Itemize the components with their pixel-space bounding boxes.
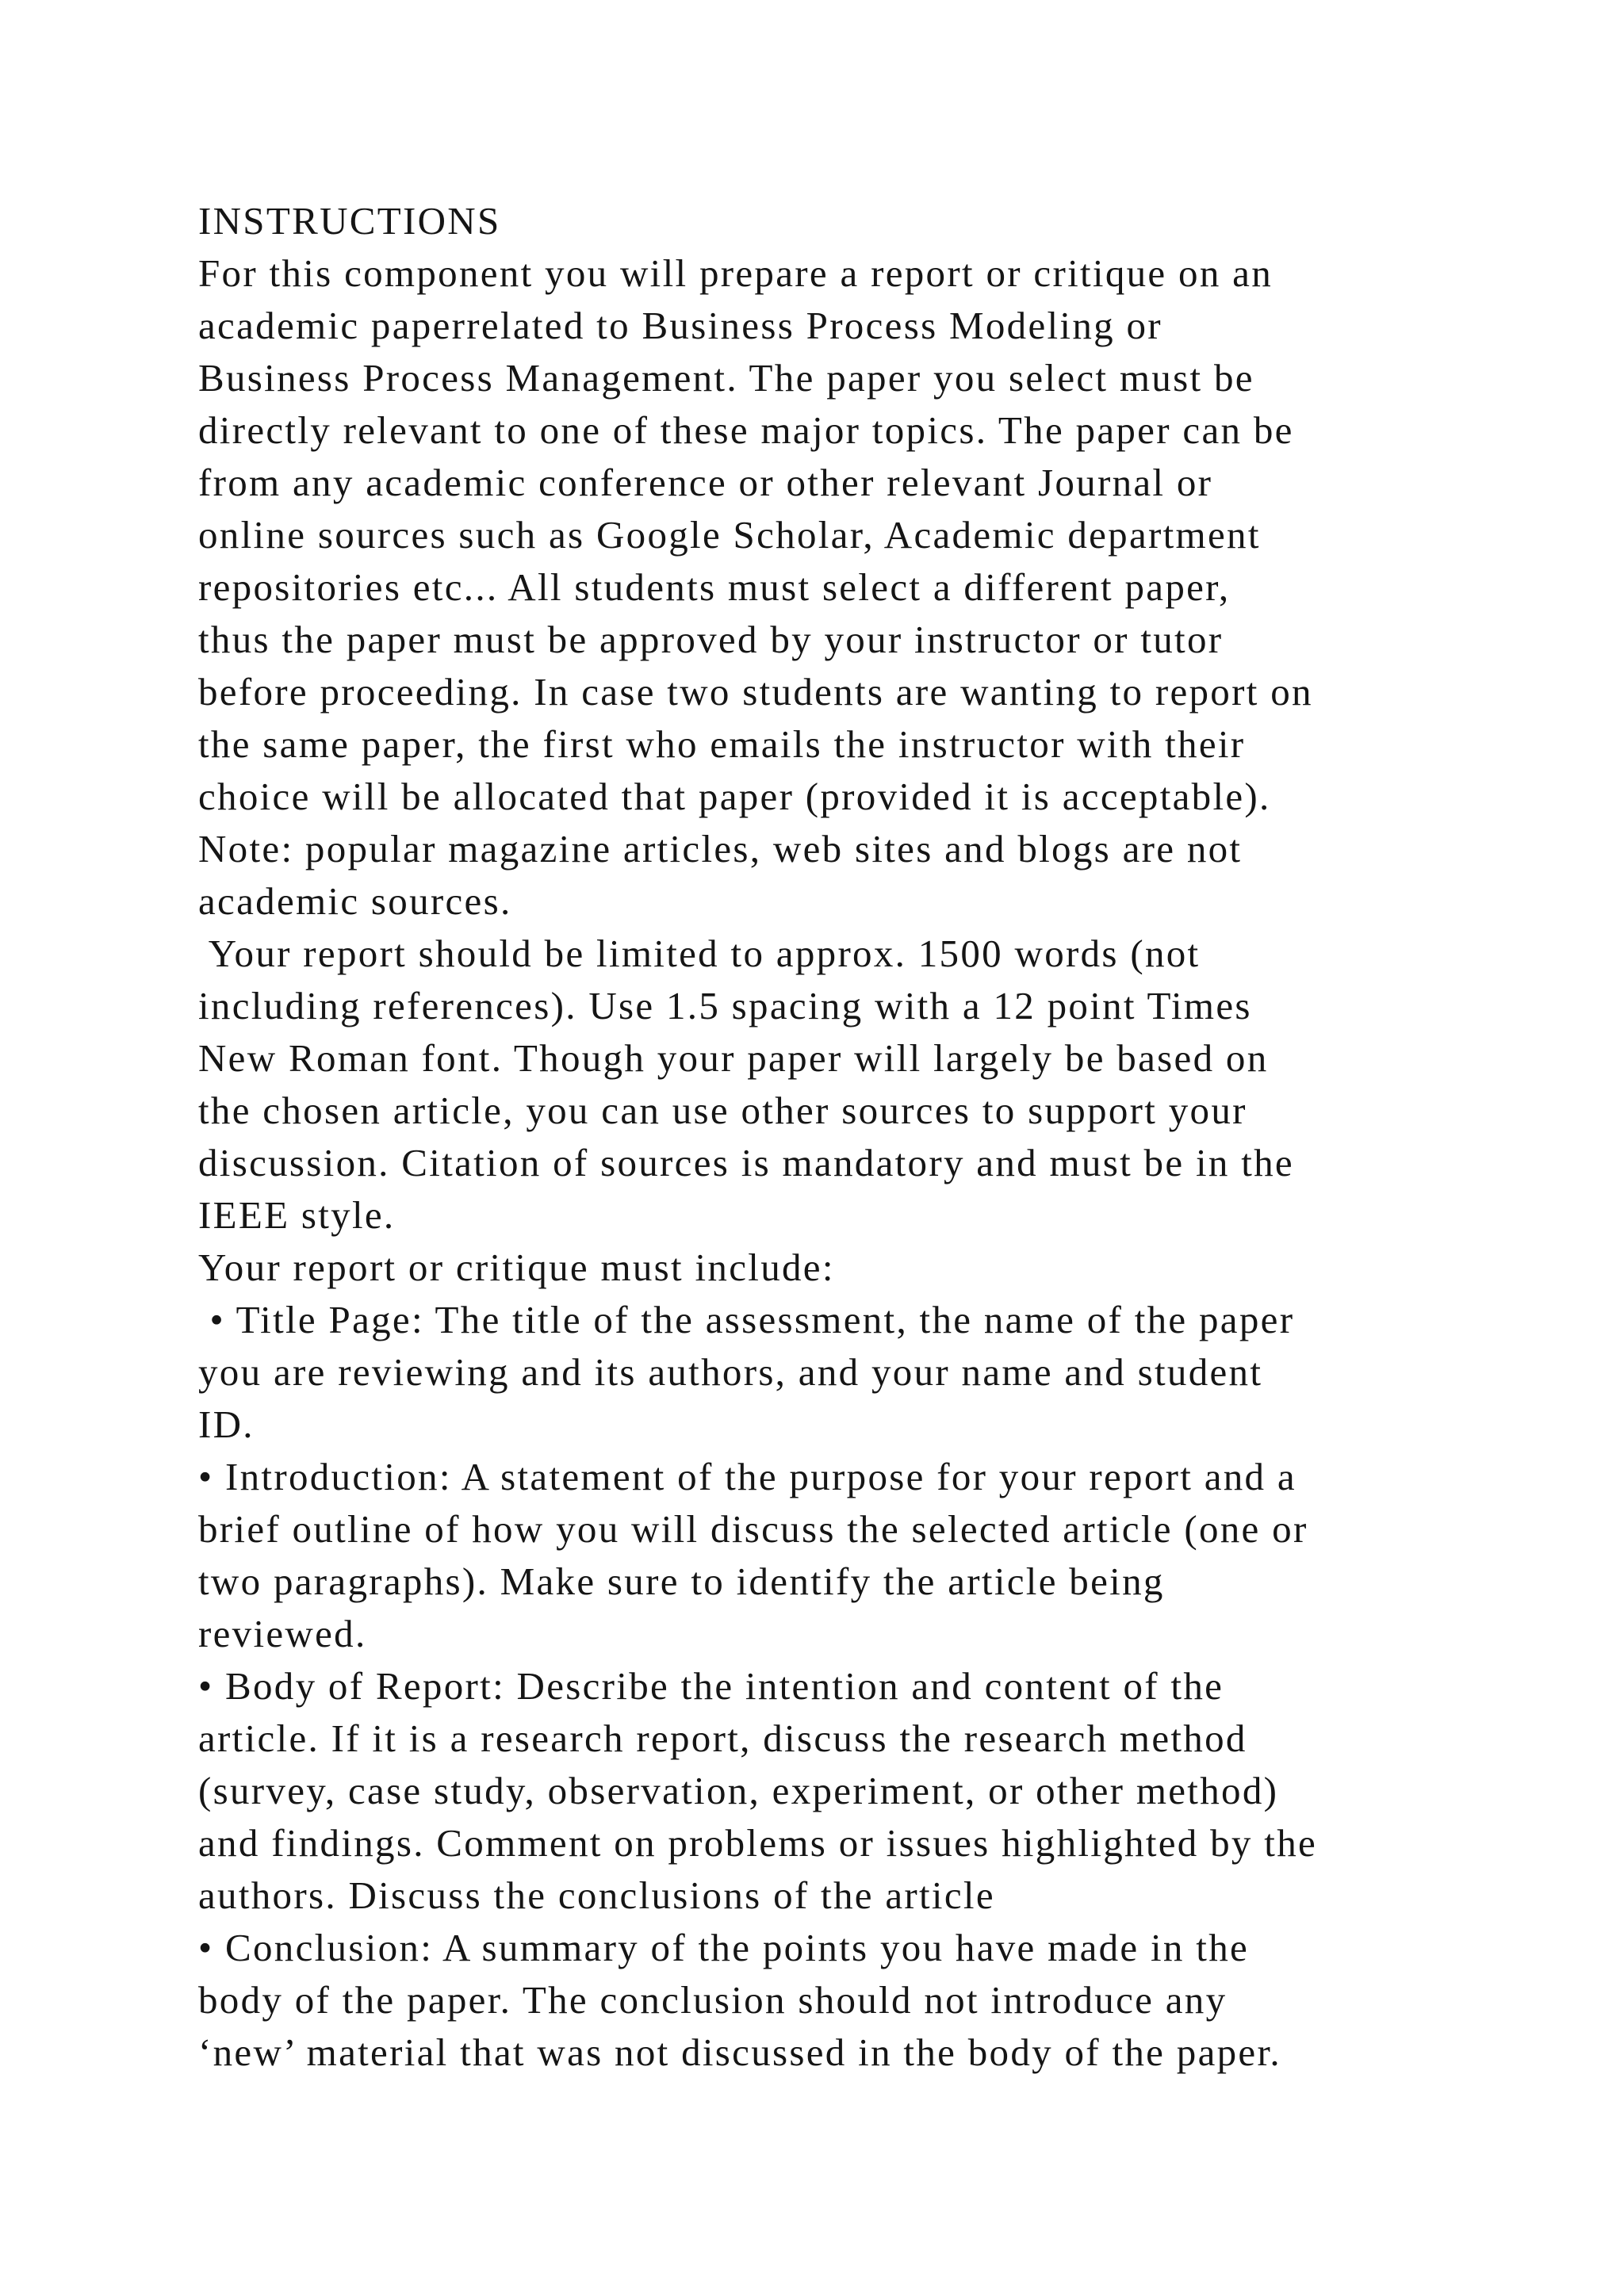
document-text-line: • Body of Report: Describe the intention and content of the: [198, 1664, 1224, 1708]
document-text-line: ID.: [198, 1402, 255, 1446]
document-text-line: article. If it is a research report, discuss the research method: [198, 1716, 1247, 1760]
document-body: [198, 195, 1515, 2079]
document-text-line: New Roman font. Though your paper will largely be based on: [198, 1036, 1269, 1080]
document-text-line: repositories etc... All students must select a different paper,: [198, 565, 1231, 609]
document-text-line: and findings. Comment on problems or issues highlighted by the: [198, 1821, 1318, 1865]
document-text-line: body of the paper. The conclusion should not introduce any: [198, 1978, 1228, 2022]
document-text-line: two paragraphs). Make sure to identify the article being: [198, 1559, 1165, 1603]
document-text-line: Your report or critique must include:: [198, 1246, 835, 1289]
document-text-line: online sources such as Google Scholar, Academic department: [198, 513, 1261, 557]
document-text-line: Your report should be limited to approx. 1500 words (not: [198, 932, 1201, 975]
document-text-line: ‘new’ material that was not discussed in the body of the paper.: [198, 2030, 1281, 2074]
document-text-line: Note: popular magazine articles, web sites and blogs are not: [198, 827, 1243, 871]
document-text-line: academic sources.: [198, 879, 512, 923]
document-text-line: including references). Use 1.5 spacing with a 12 point Times: [198, 984, 1252, 1027]
document-text-line: Business Process Management. The paper you select must be: [198, 356, 1254, 400]
document-text-line: thus the paper must be approved by your instructor or tutor: [198, 618, 1224, 661]
document-text-line: before proceeding. In case two students are wanting to report on: [198, 670, 1313, 714]
document-text-line: reviewed.: [198, 1612, 367, 1655]
document-text-line: authors. Discuss the conclusions of the article: [198, 1873, 995, 1917]
document-text-line: the chosen article, you can use other sources to support your: [198, 1089, 1247, 1132]
document-text-line: For this component you will prepare a report or critique on an: [198, 251, 1274, 295]
document-text-line: brief outline of how you will discuss the selected article (one or: [198, 1507, 1308, 1551]
document-text-line: • Conclusion: A summary of the points you have made in the: [198, 1926, 1250, 1969]
document-text-line: discussion. Citation of sources is mandatory and must be in the: [198, 1141, 1294, 1184]
document-text-line: (survey, case study, observation, experiment, or other method): [198, 1769, 1279, 1812]
document-text-line: • Introduction: A statement of the purpose for your report and a: [198, 1455, 1297, 1498]
document-text-line: academic paperrelated to Business Process Modeling or: [198, 304, 1162, 347]
document-text-line: the same paper, the first who emails the instructor with their: [198, 722, 1246, 766]
document-text-line: directly relevant to one of these major topics. The paper can be: [198, 408, 1294, 452]
document-text-line: from any academic conference or other relevant Journal or: [198, 461, 1213, 504]
document-text-line: choice will be allocated that paper (provided it is acceptable).: [198, 775, 1271, 818]
document-text-line: IEEE style.: [198, 1193, 396, 1237]
document-heading: INSTRUCTIONS: [198, 199, 501, 243]
document-text-line: you are reviewing and its authors, and your name and student: [198, 1350, 1263, 1394]
document-text-line: • Title Page: The title of the assessment, the name of the paper: [198, 1298, 1295, 1341]
